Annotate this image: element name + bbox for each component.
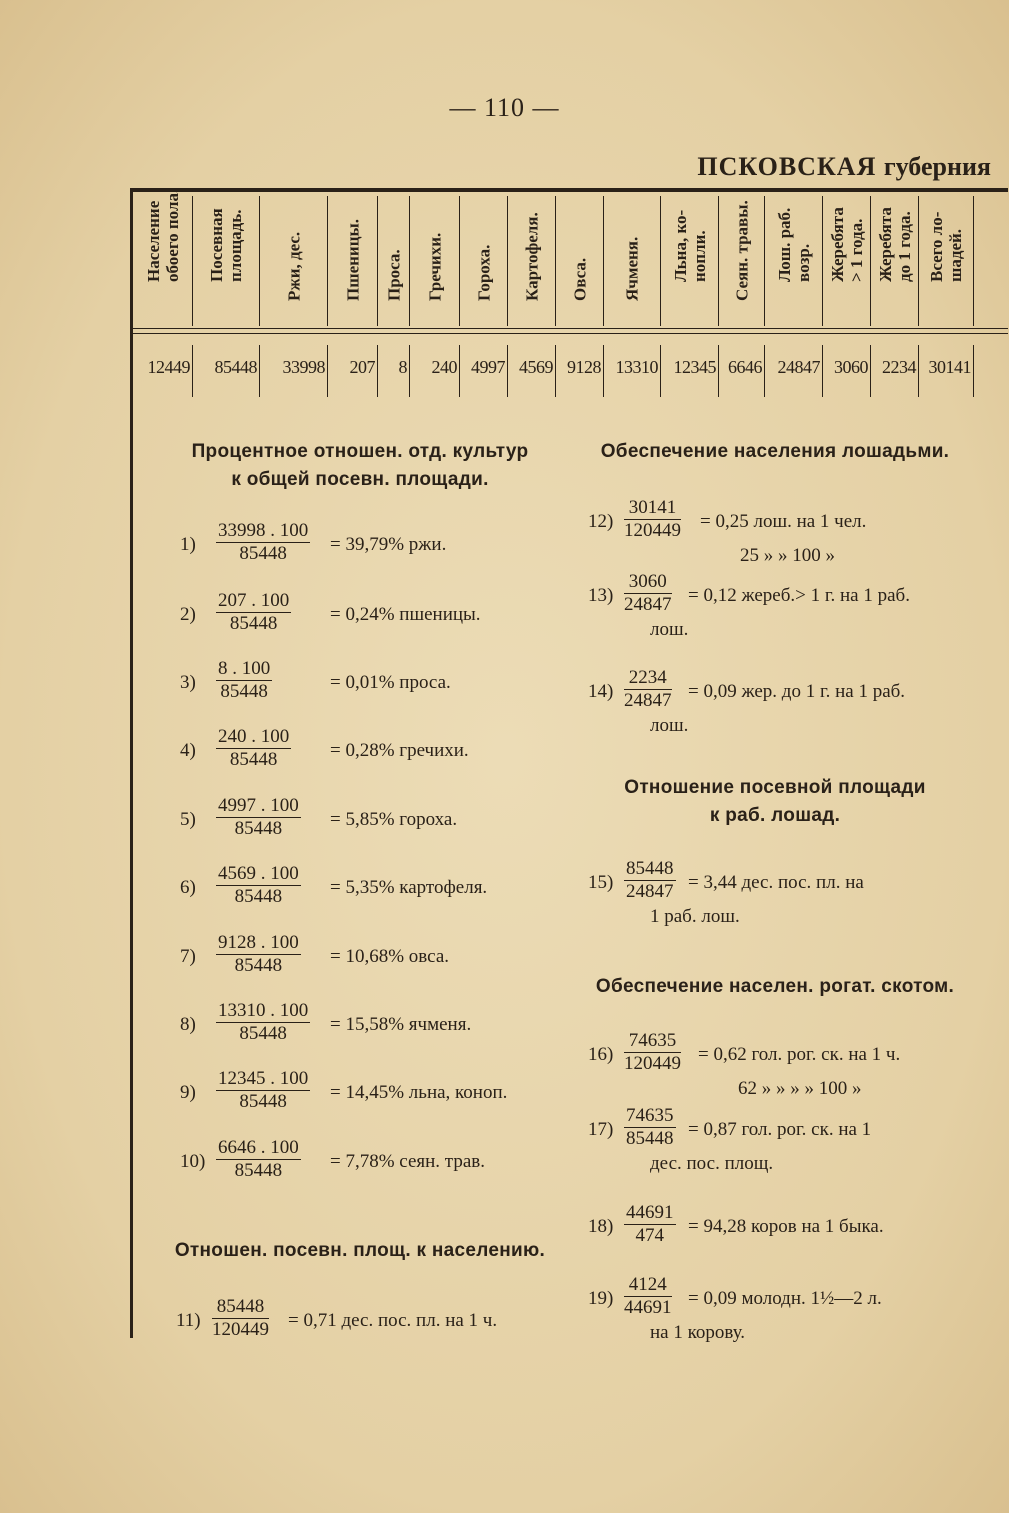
formula-number: 2): [180, 604, 196, 625]
numerator: 44691: [626, 1202, 674, 1223]
column-header-label: Население обоего пола.: [143, 188, 182, 282]
table-cell: 4569: [508, 345, 556, 397]
table-cell: 12345: [661, 345, 719, 397]
fraction: [216, 658, 272, 703]
formula-result: = 7,78% сеян. трав.: [330, 1151, 485, 1172]
left-title-line2: к общей посевн. площади.: [231, 469, 489, 490]
column-header: [328, 196, 378, 326]
formula-number: 10): [180, 1151, 206, 1172]
column-header: [719, 196, 765, 326]
region-header: [697, 152, 991, 182]
column-header: [661, 196, 719, 326]
fraction: [216, 795, 301, 840]
column-header: [260, 196, 328, 326]
column-header: [919, 196, 974, 326]
formula-number: 6): [180, 877, 196, 898]
numerator: 2234: [624, 667, 672, 690]
denominator: 120449: [624, 520, 681, 541]
numerator: 3060: [624, 571, 672, 594]
column-header-label: Гороха.: [474, 244, 493, 301]
formula-number: 14): [588, 681, 614, 702]
formula-number: 15): [588, 872, 614, 893]
column-header-label: Ячменя.: [622, 236, 642, 301]
column-header-label: Сеян. травы.: [732, 200, 751, 301]
fraction: [624, 667, 672, 712]
denominator: 85448: [239, 1023, 287, 1044]
numerator: 85448: [212, 1296, 269, 1319]
column-header: [193, 196, 260, 326]
formula-number: 5): [180, 809, 196, 830]
table-cell: 6646: [719, 345, 765, 397]
left-title: [150, 438, 570, 494]
denominator: 85448: [239, 543, 287, 564]
formula-result: = 5,35% картофеля.: [330, 877, 488, 898]
column-header: [460, 196, 508, 326]
header-rule-double: [133, 333, 1008, 334]
formula-result: = 0,28% гречихи.: [330, 740, 469, 761]
table-cell: 85448: [193, 345, 260, 397]
formula-number: 13): [588, 585, 614, 606]
column-header: [871, 196, 919, 326]
denominator: 85448: [234, 818, 283, 839]
left-title-3: Отношен. посевн. площ. к населению.: [174, 1240, 546, 1261]
formula-result: = 0,12 жереб.> 1 г. на 1 раб.: [688, 585, 910, 606]
fraction: [216, 932, 301, 977]
formula-result: = 94,28 коров на 1 быка.: [688, 1216, 884, 1237]
numerator: 8 . 100: [218, 658, 271, 679]
right-title-1: Обеспечение населения лошадьми.: [600, 441, 950, 462]
table-top-rule: [130, 188, 1008, 192]
fraction: [216, 726, 291, 771]
formula-result: = 15,58% ячменя.: [330, 1014, 472, 1035]
table-cell: 33998: [260, 345, 328, 397]
fraction: [216, 590, 291, 635]
formula-number: 17): [588, 1119, 614, 1140]
fraction: [624, 1274, 672, 1319]
column-header-label: Всего ло- шадей.: [927, 211, 965, 282]
formula-result: = 5,85% гороха.: [330, 809, 458, 830]
denominator: 85448: [220, 681, 268, 702]
fraction: [624, 1202, 676, 1247]
denominator: 85448: [234, 955, 283, 976]
column-header: [765, 196, 823, 326]
formula-number: 12): [588, 511, 614, 532]
formula-result-cont: 25 » » 100 »: [740, 545, 835, 566]
region-name: ПСКОВСКАЯ: [697, 152, 877, 181]
fraction: [216, 520, 310, 565]
table-cell: 2234: [871, 345, 919, 397]
table-cell: 13310: [604, 345, 661, 397]
denominator: 85448: [229, 613, 278, 634]
denominator: 85448: [229, 749, 278, 770]
column-header-label: Ржи, дес.: [284, 231, 303, 301]
fraction: [216, 1000, 310, 1045]
numerator: 9128 . 100: [218, 932, 299, 953]
table-cell: 9128: [556, 345, 604, 397]
column-header-label: Лош. раб. возр.: [774, 207, 813, 282]
column-header: [556, 196, 604, 326]
fraction: [624, 571, 672, 616]
numerator: 6646 . 100: [218, 1137, 299, 1158]
formula-result-cont: 62 » » » » 100 »: [738, 1078, 862, 1099]
fraction: [624, 497, 681, 542]
formula-number: 1): [180, 534, 196, 555]
denominator: 120449: [212, 1319, 269, 1340]
formula-number: 8): [180, 1014, 196, 1035]
formula-result-cont: 1 раб. лош.: [650, 906, 740, 927]
right-title-2: [580, 774, 970, 830]
denominator: 24847: [626, 881, 674, 902]
table-cell: 240: [410, 345, 460, 397]
formula-number: 16): [588, 1044, 614, 1065]
formula-number: 19): [588, 1288, 614, 1309]
column-header-label: Жеребята > 1 года.: [827, 207, 866, 282]
column-header: [133, 188, 193, 326]
column-header-label: Льна, ко- нопли.: [670, 209, 709, 282]
formula-result: = 3,44 дес. пос. пл. на: [688, 872, 864, 893]
fraction: [216, 1068, 310, 1113]
table-header-row: [133, 188, 974, 326]
numerator: 33998 . 100: [218, 520, 309, 541]
region-suffix: губерния: [883, 152, 991, 181]
formula-result: = 0,62 гол. рог. ск. на 1 ч.: [698, 1044, 901, 1065]
table-data-row: [133, 345, 974, 397]
formula-result: = 0,01% проса.: [330, 672, 451, 693]
formula-number: 18): [588, 1216, 614, 1237]
column-header-label: Посевная площадь.: [207, 208, 245, 282]
numerator: 85448: [626, 858, 674, 879]
column-header: [823, 196, 871, 326]
formula-result-cont: дес. пос. площ.: [650, 1153, 774, 1174]
header-rule: [133, 328, 1008, 329]
column-header: [604, 196, 661, 326]
formula-number: 9): [180, 1082, 196, 1103]
fraction: [216, 863, 301, 908]
formula-result: = 0,24% пшеницы.: [330, 604, 481, 625]
numerator: 4124: [624, 1274, 672, 1297]
denominator: 85448: [234, 886, 283, 907]
denominator: 24847: [624, 690, 672, 711]
numerator: 74635: [624, 1030, 681, 1053]
column-header: [378, 196, 410, 326]
numerator: 74635: [626, 1105, 674, 1126]
formula-result: = 0,09 молодн. 1½—2 л.: [688, 1288, 882, 1309]
fraction: [624, 858, 676, 903]
fraction: [216, 1137, 301, 1182]
numerator: 30141: [624, 497, 681, 520]
denominator: 85448: [626, 1128, 674, 1149]
denominator: 120449: [624, 1053, 681, 1074]
denominator: 24847: [624, 594, 672, 615]
formula-result: = 10,68% овса.: [330, 946, 450, 967]
column-header: [508, 196, 556, 326]
column-header-label: Картофеля.: [522, 212, 541, 301]
formula-result-cont: на 1 корову.: [650, 1322, 746, 1343]
numerator: 207 . 100: [218, 590, 290, 611]
right-title-3: Обеспечение населен. рогат. скотом.: [595, 976, 955, 997]
numerator: 4997 . 100: [218, 795, 299, 816]
formula-result: = 0,71 дес. пос. пл. на 1 ч.: [288, 1310, 498, 1331]
formula-number: 11): [176, 1310, 201, 1331]
column-header: [410, 196, 460, 326]
formula-number: 7): [180, 946, 196, 967]
table-cell: 8: [378, 345, 410, 397]
numerator: 240 . 100: [218, 726, 290, 747]
formula-result: = 14,45% льна, коноп.: [330, 1082, 508, 1103]
right-title-2b: к раб. лошад.: [709, 805, 841, 826]
denominator: 44691: [624, 1297, 672, 1318]
column-header-label: Проса.: [384, 249, 403, 301]
formula-number: 3): [180, 672, 196, 693]
fraction: [624, 1030, 681, 1075]
denominator: 474: [635, 1225, 664, 1246]
table-cell: 4997: [460, 345, 508, 397]
page-number: — 110 —: [449, 93, 560, 122]
formula-result: = 0,87 гол. рог. ск. на 1: [688, 1119, 872, 1140]
right-title-2a: Отношение посевной площади: [624, 777, 926, 798]
denominator: 85448: [239, 1091, 287, 1112]
formula-number: 4): [180, 740, 196, 761]
column-header-label: Жеребята до 1 года.: [875, 207, 914, 282]
numerator: 12345 . 100: [218, 1068, 309, 1089]
fraction: [624, 1105, 676, 1150]
table-cell: 3060: [823, 345, 871, 397]
formula-result-cont: лош.: [650, 715, 689, 736]
denominator: 85448: [234, 1160, 283, 1181]
table-cell: 207: [328, 345, 378, 397]
column-header-label: Гречихи.: [425, 232, 444, 301]
table-cell: 30141: [919, 345, 974, 397]
left-title-line1: Процентное отношен. отд. культур: [191, 441, 529, 462]
numerator: 13310 . 100: [218, 1000, 309, 1021]
numerator: 4569 . 100: [218, 863, 299, 884]
formula-result-cont: лош.: [650, 619, 689, 640]
column-header-label: Овса.: [570, 257, 589, 301]
table-cell: 12449: [133, 345, 193, 397]
formula-result: = 39,79% ржи.: [330, 534, 447, 555]
fraction: [212, 1296, 269, 1341]
formula-result: = 0,09 жер. до 1 г. на 1 раб.: [688, 681, 906, 702]
table-cell: 24847: [765, 345, 823, 397]
formula-result: = 0,25 лош. на 1 чел.: [700, 511, 867, 532]
column-header-label: Пшеницы.: [343, 218, 362, 301]
